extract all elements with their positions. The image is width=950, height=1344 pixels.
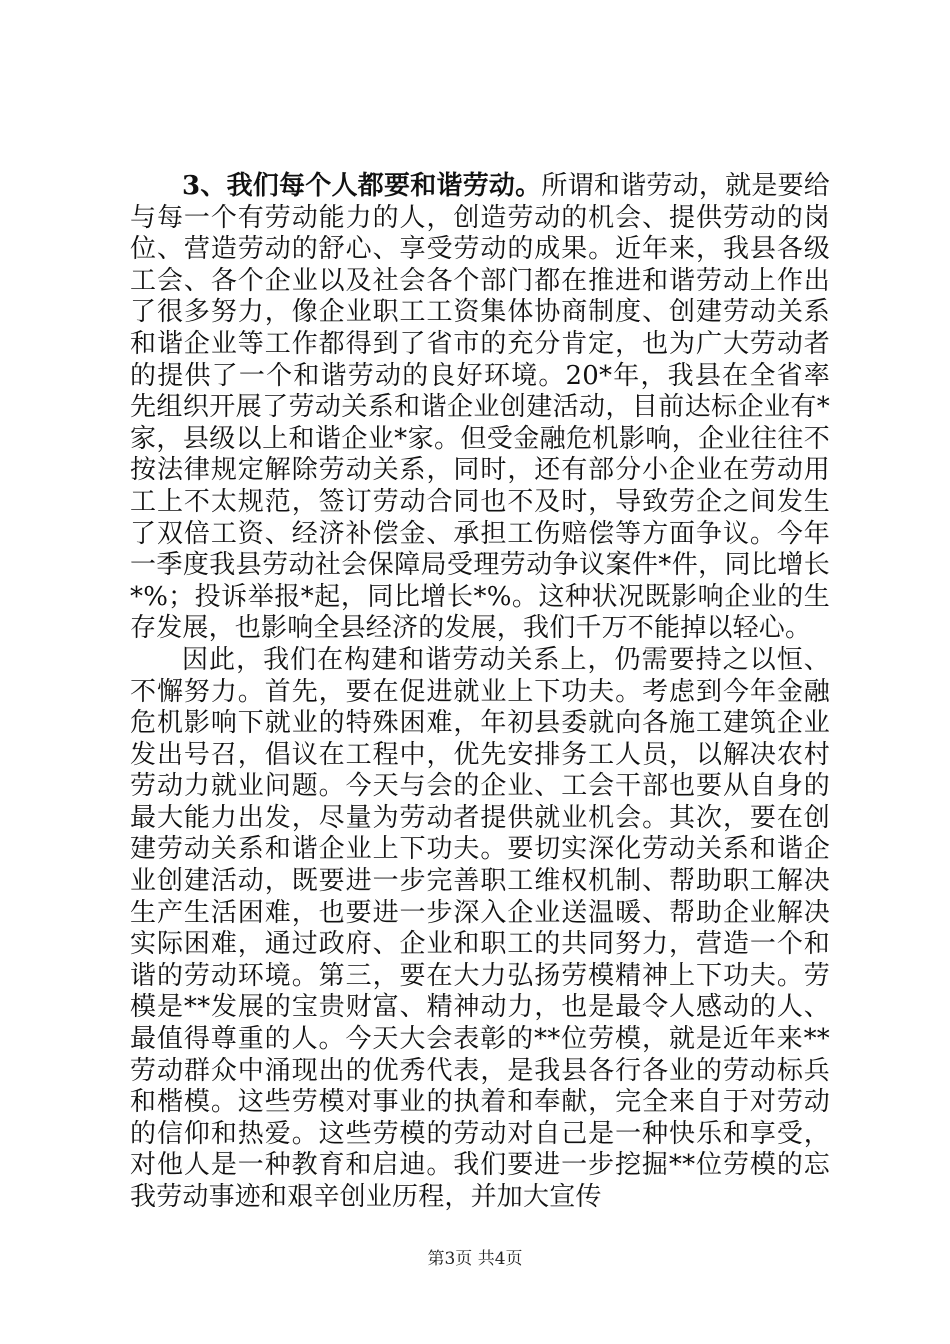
paragraph-text: 所谓和谐劳动，就是要给与每一个有劳动能力的人，创造劳动的机会、提供劳动的岗位、营造劳动的舒心、享受劳动的成果。近年来，我县各级工会、各个企业以及社会各个部门都在推进和谐劳动上作出了很多努力，像企业职工工资集体协商制度、创建劳动关系和谐企业等工作都得到了省市的充分肯定，也为广大劳动者的提供了一个和谐劳动的良好环境。20*年，我县在全省率先组织开展了劳动关系和谐企业创建活动，目前达标企业有*家，县级以上和谐企业*家。但受金融危机影响，企业往往不按法律规定解除劳动关系，同时，还有部分小企业在劳动用工上不太规范，签订劳动合同也不及时，导致劳企之间发生了双倍工资、经济补偿金、承担工伤赔偿等方面争议。今年一季度我县劳动社会保障局受理劳动争议案件*件，同比增长*%；投诉举报*起，同比增长*%。这种状况既影响企业的生存发展，也影响全县经济的发展，我们千万不能掉以轻心。 [130,171,830,644]
paragraph-building-relations [130,645,830,1214]
page-footer: 第3页 共4页 [427,1249,523,1269]
document-body [130,171,830,1214]
paragraph-harmonious-labor [130,171,830,645]
section-heading: 3、我们每个人都要和谐劳动。 [182,171,542,201]
paragraph-text: 因此，我们在构建和谐劳动关系上，仍需要持之以恒、不懈努力。首先，要在促进就业上下功夫。考虑到今年金融危机影响下就业的特殊困难，年初县委就向各施工建筑企业发出号召，倡议在工程中，优先安排务工人员，以解决农村劳动力就业问题。今天与会的企业、工会干部也要从自身的最大能力出发，尽量为劳动者提供就业机会。其次，要在创建劳动关系和谐企业上下功夫。要切实深化劳动关系和谐企业创建活动，既要进一步完善职工维权机制、帮助职工解决生产生活困难，也要进一步深入企业送温暖、帮助企业解决实际困难，通过政府、企业和职工的共同努力，营造一个和谐的劳动环境。第三，要在大力弘扬劳模精神上下功夫。劳模是**发展的宝贵财富、精神动力，也是最令人感动的人、最值得尊重的人。今天大会表彰的**位劳模，就是近年来**劳动群众中涌现出的优秀代表，是我县各行各业的劳动标兵和楷模。这些劳模对事业的执着和奉献，完全来自于对劳动的信仰和热爱。这些劳模的劳动对自己是一种快乐和享受，对他人是一种教育和启迪。我们要进一步挖掘**位劳模的忘我劳动事迹和艰辛创业历程，并加大宣传 [130,644,830,1212]
